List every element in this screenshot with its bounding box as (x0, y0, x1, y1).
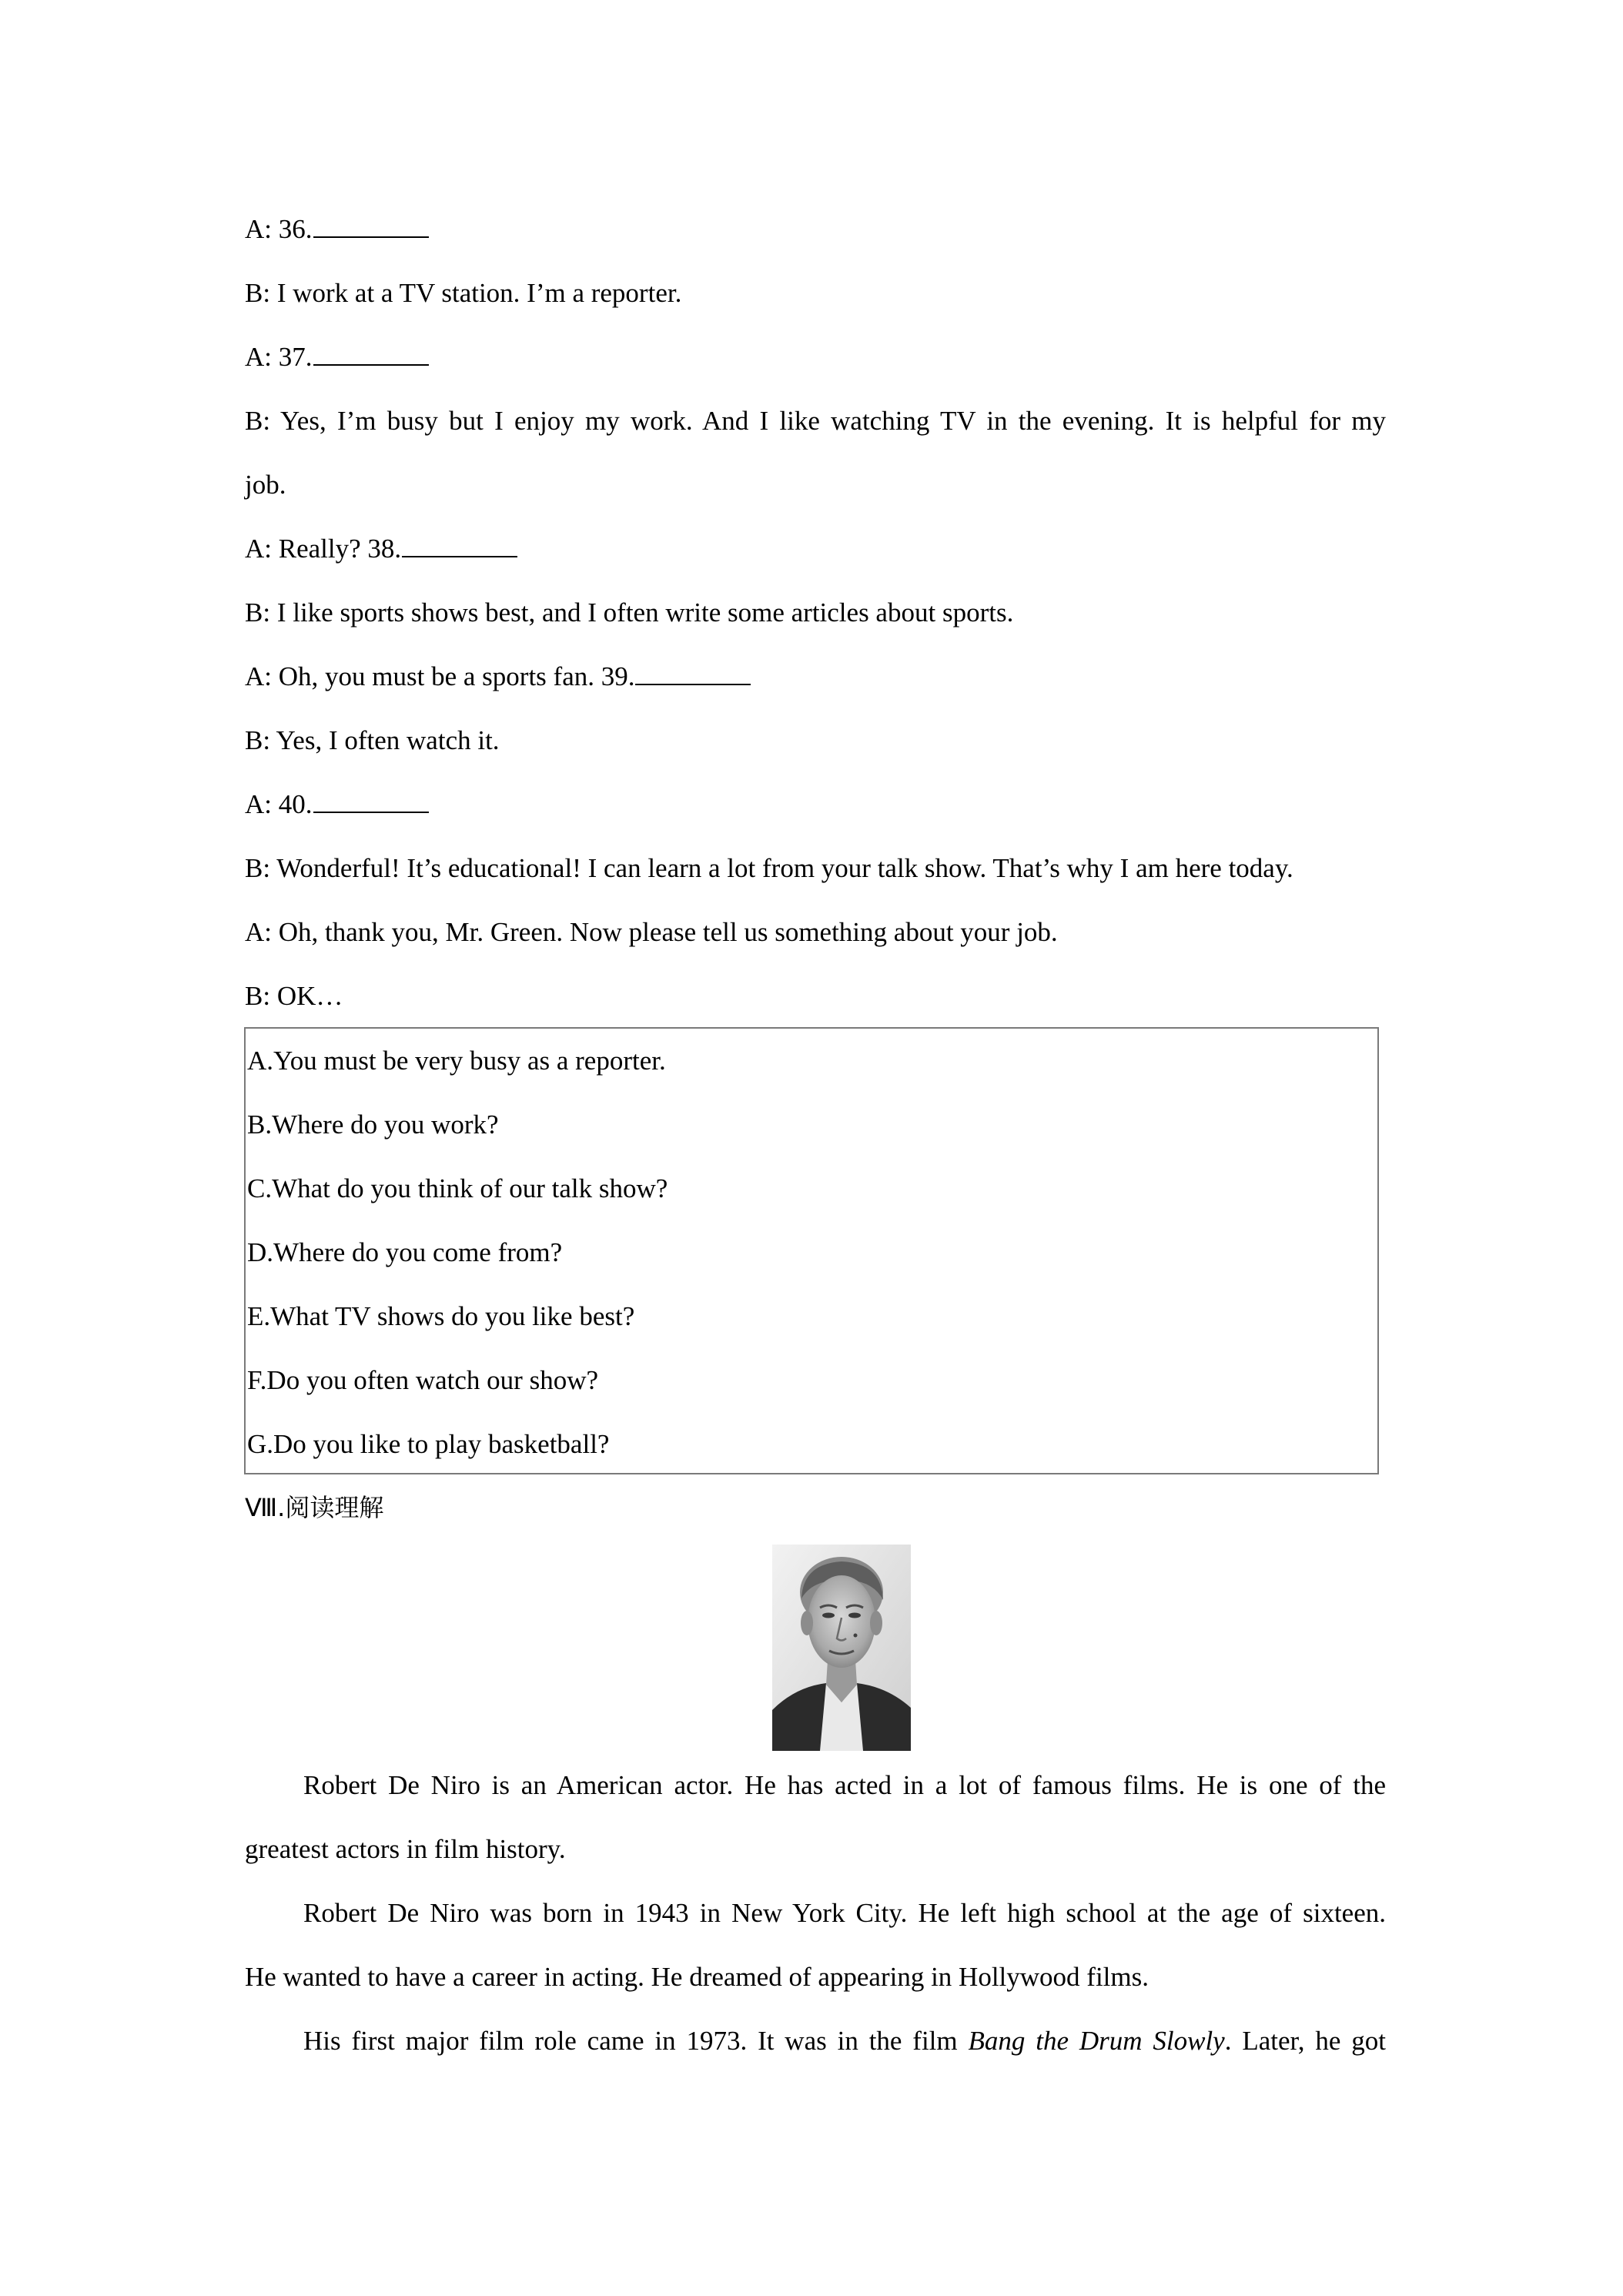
passage-text: His first major film role came in 1973. It was in the film (303, 2026, 969, 2056)
dialogue-text: Oh, you must be a sports fan. 39. (278, 661, 635, 691)
dialogue-line-6 (245, 532, 517, 566)
passage-p1-line1: Robert De Niro is an American actor. He has acted in a lot of famous films. He is one of the (303, 1770, 1386, 1800)
answer-blank-39[interactable] (635, 661, 751, 685)
dialogue-line-11 (245, 852, 1293, 885)
section-title: Ⅷ.阅读理解 (245, 1493, 384, 1522)
dialogue-line-12 (245, 915, 1058, 949)
answer-blank-40[interactable] (313, 788, 429, 813)
dialogue-text: Yes, I often watch it. (276, 725, 500, 755)
dialogue-text: 40. (278, 789, 313, 819)
option-g: G.Do you like to play basketball? (247, 1429, 610, 1459)
speaker: A: (245, 214, 272, 244)
dialogue-text: Yes, I’m busy but I enjoy my work. And I like watching TV in the evening. It is helpful for my (280, 406, 1386, 436)
film-title: Bang the Drum Slowly (968, 2026, 1225, 2056)
option-c: C.What do you think of our talk show? (247, 1173, 668, 1203)
answer-blank-38[interactable] (402, 533, 517, 557)
dialogue-line-9 (245, 724, 500, 758)
dialogue-text: 36. (278, 214, 313, 244)
speaker: A: (245, 789, 272, 819)
portrait-photo (772, 1545, 911, 1751)
speaker: B: (245, 853, 271, 883)
dialogue-text: Oh, thank you, Mr. Green. Now please tell us something about your job. (278, 917, 1058, 947)
option-e: E.What TV shows do you like best? (247, 1301, 635, 1331)
dialogue-text: Really? 38. (278, 534, 402, 564)
dialogue-line-3 (245, 340, 429, 374)
speaker: A: (245, 534, 272, 564)
passage-p2-line1: Robert De Niro was born in 1943 in New York City. He left high school at the age of sixteen. (303, 1898, 1386, 1928)
speaker: A: (245, 342, 272, 372)
speaker: B: (245, 981, 271, 1011)
dialogue-line-7 (245, 596, 1013, 630)
dialogue-line-4 (245, 404, 1386, 438)
passage-text: . Later, he got (1224, 2026, 1387, 2056)
dialogue-line-8 (245, 660, 751, 694)
speaker: B: (245, 725, 271, 755)
option-f: F.Do you often watch our show? (247, 1365, 599, 1395)
speaker: A: (245, 661, 272, 691)
passage-p2-line2: He wanted to have a career in acting. He dreamed of appearing in Hollywood films. (245, 1962, 1149, 1992)
option-d: D.Where do you come from? (247, 1237, 563, 1267)
dialogue-text: 37. (278, 342, 313, 372)
passage-p3-line1 (303, 2024, 1386, 2058)
dialogue-line-2 (245, 276, 681, 310)
dialogue-line-13 (245, 979, 343, 1013)
dialogue-line-5 (245, 468, 286, 502)
dialogue-line-1 (245, 213, 429, 246)
dialogue-text: Wonderful! It’s educational! I can learn a lot from your talk show. That’s why I am here today. (276, 853, 1293, 883)
dialogue-text: OK… (276, 981, 343, 1011)
option-b: B.Where do you work? (247, 1110, 499, 1140)
speaker: B: (245, 406, 271, 436)
option-a: A.You must be very busy as a reporter. (247, 1046, 666, 1076)
dialogue-text: I work at a TV station. I’m a reporter. (276, 278, 682, 308)
dialogue-text: job. (245, 470, 286, 500)
answer-blank-37[interactable] (313, 341, 429, 366)
passage-p1-line2: greatest actors in film history. (245, 1834, 566, 1864)
options-box (244, 1027, 1379, 1474)
answer-blank-36[interactable] (313, 213, 429, 238)
dialogue-text: I like sports shows best, and I often write some articles about sports. (276, 597, 1014, 628)
speaker: B: (245, 597, 271, 628)
speaker: B: (245, 278, 271, 308)
speaker: A: (245, 917, 272, 947)
dialogue-line-10 (245, 788, 429, 822)
